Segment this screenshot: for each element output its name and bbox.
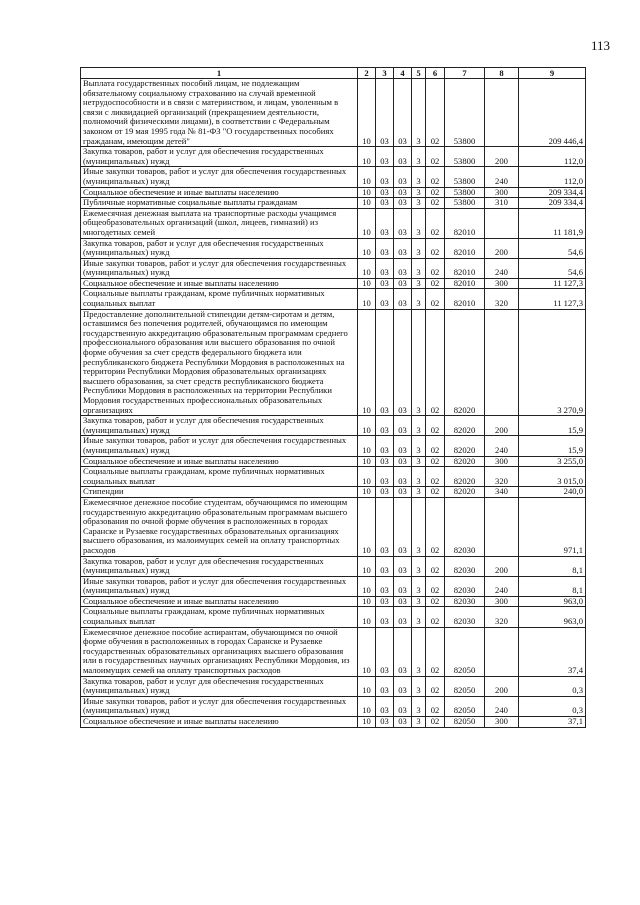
table-row bbox=[81, 627, 586, 676]
subsection-code-cell: 03 bbox=[376, 607, 394, 627]
subprogram-code-cell: 3 bbox=[412, 289, 426, 309]
row-name-cell: Иные закупки товаров, работ и услуг для обеспечения государственных (муниципальных) нужд bbox=[81, 167, 358, 187]
amount-cell: 3 255,0 bbox=[519, 456, 586, 467]
subprogram-code-cell: 3 bbox=[412, 258, 426, 278]
row-name-cell: Закупка товаров, работ и услуг для обеспечения государственных (муниципальных) нужд bbox=[81, 147, 358, 167]
table-row bbox=[81, 278, 586, 289]
expense-type-code-cell bbox=[485, 497, 519, 556]
program-code-cell: 03 bbox=[394, 717, 412, 728]
program-code-cell: 03 bbox=[394, 487, 412, 498]
subprogram-code-cell: 3 bbox=[412, 187, 426, 198]
amount-cell: 3 015,0 bbox=[519, 467, 586, 487]
table-header-row bbox=[81, 68, 586, 79]
event-code-cell: 02 bbox=[426, 627, 445, 676]
subprogram-code-cell: 3 bbox=[412, 278, 426, 289]
header-cell: 8 bbox=[485, 68, 519, 79]
program-code-cell: 03 bbox=[394, 456, 412, 467]
row-name-cell: Стипендии bbox=[81, 487, 358, 498]
row-name-cell: Социальное обеспечение и иные выплаты населению bbox=[81, 187, 358, 198]
row-name-cell: Ежемесячное денежное пособие аспирантам, обучающимся по очной форме обучения в расположенных в городах Саранске и Рузаевке государственных образовательных организациях высшего образования или в государственных научных организациях Республики Мордовия, из малоимущих семей на оплату транспортных расходов bbox=[81, 627, 358, 676]
program-code-cell: 03 bbox=[394, 278, 412, 289]
budget-table bbox=[80, 67, 586, 728]
direction-code-cell: 82030 bbox=[445, 497, 485, 556]
expense-type-code-cell: 200 bbox=[485, 147, 519, 167]
expense-type-code-cell: 240 bbox=[485, 696, 519, 716]
section-code-cell: 10 bbox=[358, 467, 376, 487]
row-name-cell: Социальные выплаты гражданам, кроме публичных нормативных социальных выплат bbox=[81, 607, 358, 627]
table-row bbox=[81, 208, 586, 238]
expense-type-code-cell: 200 bbox=[485, 676, 519, 696]
table-row bbox=[81, 309, 586, 416]
subsection-code-cell: 03 bbox=[376, 258, 394, 278]
program-code-cell: 03 bbox=[394, 696, 412, 716]
direction-code-cell: 82030 bbox=[445, 607, 485, 627]
section-code-cell: 10 bbox=[358, 198, 376, 209]
table-row bbox=[81, 676, 586, 696]
event-code-cell: 02 bbox=[426, 416, 445, 436]
expense-type-code-cell: 300 bbox=[485, 278, 519, 289]
section-code-cell: 10 bbox=[358, 258, 376, 278]
event-code-cell: 02 bbox=[426, 576, 445, 596]
subsection-code-cell: 03 bbox=[376, 187, 394, 198]
event-code-cell: 02 bbox=[426, 596, 445, 607]
amount-cell: 8,1 bbox=[519, 556, 586, 576]
program-code-cell: 03 bbox=[394, 147, 412, 167]
amount-cell: 15,9 bbox=[519, 416, 586, 436]
program-code-cell: 03 bbox=[394, 187, 412, 198]
program-code-cell: 03 bbox=[394, 676, 412, 696]
subprogram-code-cell: 3 bbox=[412, 198, 426, 209]
amount-cell: 971,1 bbox=[519, 497, 586, 556]
subsection-code-cell: 03 bbox=[376, 278, 394, 289]
event-code-cell: 02 bbox=[426, 79, 445, 147]
subsection-code-cell: 03 bbox=[376, 596, 394, 607]
program-code-cell: 03 bbox=[394, 436, 412, 456]
event-code-cell: 02 bbox=[426, 456, 445, 467]
table-row bbox=[81, 607, 586, 627]
event-code-cell: 02 bbox=[426, 309, 445, 416]
direction-code-cell: 82020 bbox=[445, 467, 485, 487]
expense-type-code-cell: 200 bbox=[485, 556, 519, 576]
expense-type-code-cell: 200 bbox=[485, 238, 519, 258]
section-code-cell: 10 bbox=[358, 497, 376, 556]
page-number: 113 bbox=[590, 38, 610, 53]
subprogram-code-cell: 3 bbox=[412, 576, 426, 596]
amount-cell: 11 127,3 bbox=[519, 289, 586, 309]
subprogram-code-cell: 3 bbox=[412, 696, 426, 716]
subprogram-code-cell: 3 bbox=[412, 676, 426, 696]
expense-type-code-cell: 300 bbox=[485, 717, 519, 728]
direction-code-cell: 53800 bbox=[445, 79, 485, 147]
subprogram-code-cell: 3 bbox=[412, 167, 426, 187]
amount-cell: 112,0 bbox=[519, 167, 586, 187]
table-row bbox=[81, 187, 586, 198]
row-name-cell: Социальное обеспечение и иные выплаты населению bbox=[81, 596, 358, 607]
row-name-cell: Закупка товаров, работ и услуг для обеспечения государственных (муниципальных) нужд bbox=[81, 416, 358, 436]
table-row bbox=[81, 238, 586, 258]
event-code-cell: 02 bbox=[426, 187, 445, 198]
subsection-code-cell: 03 bbox=[376, 497, 394, 556]
expense-type-code-cell bbox=[485, 79, 519, 147]
header-cell: 6 bbox=[426, 68, 445, 79]
table-row bbox=[81, 79, 586, 147]
section-code-cell: 10 bbox=[358, 147, 376, 167]
program-code-cell: 03 bbox=[394, 79, 412, 147]
subprogram-code-cell: 3 bbox=[412, 416, 426, 436]
section-code-cell: 10 bbox=[358, 596, 376, 607]
event-code-cell: 02 bbox=[426, 238, 445, 258]
expense-type-code-cell: 320 bbox=[485, 467, 519, 487]
program-code-cell: 03 bbox=[394, 576, 412, 596]
direction-code-cell: 82010 bbox=[445, 289, 485, 309]
program-code-cell: 03 bbox=[394, 627, 412, 676]
program-code-cell: 03 bbox=[394, 607, 412, 627]
direction-code-cell: 82030 bbox=[445, 556, 485, 576]
row-name-cell: Иные закупки товаров, работ и услуг для обеспечения государственных (муниципальных) нужд bbox=[81, 258, 358, 278]
subsection-code-cell: 03 bbox=[376, 147, 394, 167]
row-name-cell: Социальное обеспечение и иные выплаты населению bbox=[81, 278, 358, 289]
subsection-code-cell: 03 bbox=[376, 487, 394, 498]
program-code-cell: 03 bbox=[394, 497, 412, 556]
event-code-cell: 02 bbox=[426, 289, 445, 309]
table-row bbox=[81, 289, 586, 309]
section-code-cell: 10 bbox=[358, 436, 376, 456]
program-code-cell: 03 bbox=[394, 198, 412, 209]
event-code-cell: 02 bbox=[426, 556, 445, 576]
row-name-cell: Предоставление дополнительной стипендии детям-сиротам и детям, оставшимся без попечения родителей, обучающимся по имеющим государственную аккредитацию образовательным программам среднего профессионального образования или высшего образования по очной форме обучения за счет средств федерального бюджета или республиканского бюджета Республики Мордовия в расположенных на территории Республики Мордовия образовательных организациях высшего образования, за счет средств республиканского бюджета Республики Мордовия в расположенных на территории Республики Мордовия государственных профессиональных образовательных организациях bbox=[81, 309, 358, 416]
row-name-cell: Иные закупки товаров, работ и услуг для обеспечения государственных (муниципальных) нужд bbox=[81, 576, 358, 596]
table-row bbox=[81, 416, 586, 436]
row-name-cell: Иные закупки товаров, работ и услуг для обеспечения государственных (муниципальных) нужд bbox=[81, 436, 358, 456]
subsection-code-cell: 03 bbox=[376, 456, 394, 467]
program-code-cell: 03 bbox=[394, 289, 412, 309]
subsection-code-cell: 03 bbox=[376, 436, 394, 456]
row-name-cell: Выплата государственных пособий лицам, не подлежащим обязательному социальному страхованию на случай временной нетрудоспособности и в связи с материнством, и лицам, уволенным в связи с ликвидацией организаций (прекращением деятельности, полномочий физическими лицами), в соответствии с Федеральным законом от 19 мая 1995 года № 81-ФЗ "О государственных пособиях гражданам, имеющим детей" bbox=[81, 79, 358, 147]
table-row bbox=[81, 556, 586, 576]
subprogram-code-cell: 3 bbox=[412, 717, 426, 728]
table-row bbox=[81, 497, 586, 556]
subprogram-code-cell: 3 bbox=[412, 208, 426, 238]
direction-code-cell: 82010 bbox=[445, 208, 485, 238]
expense-type-code-cell: 240 bbox=[485, 167, 519, 187]
section-code-cell: 10 bbox=[358, 289, 376, 309]
expense-type-code-cell: 240 bbox=[485, 436, 519, 456]
program-code-cell: 03 bbox=[394, 208, 412, 238]
event-code-cell: 02 bbox=[426, 497, 445, 556]
section-code-cell: 10 bbox=[358, 309, 376, 416]
subsection-code-cell: 03 bbox=[376, 717, 394, 728]
event-code-cell: 02 bbox=[426, 198, 445, 209]
amount-cell: 963,0 bbox=[519, 607, 586, 627]
program-code-cell: 03 bbox=[394, 238, 412, 258]
expense-type-code-cell bbox=[485, 208, 519, 238]
header-cell: 2 bbox=[358, 68, 376, 79]
amount-cell: 209 446,4 bbox=[519, 79, 586, 147]
table-row bbox=[81, 576, 586, 596]
program-code-cell: 03 bbox=[394, 416, 412, 436]
table-row bbox=[81, 456, 586, 467]
direction-code-cell: 82020 bbox=[445, 416, 485, 436]
subprogram-code-cell: 3 bbox=[412, 238, 426, 258]
direction-code-cell: 82030 bbox=[445, 596, 485, 607]
amount-cell: 963,0 bbox=[519, 596, 586, 607]
amount-cell: 3 270,9 bbox=[519, 309, 586, 416]
row-name-cell: Публичные нормативные социальные выплаты гражданам bbox=[81, 198, 358, 209]
subprogram-code-cell: 3 bbox=[412, 607, 426, 627]
section-code-cell: 10 bbox=[358, 676, 376, 696]
section-code-cell: 10 bbox=[358, 167, 376, 187]
event-code-cell: 02 bbox=[426, 607, 445, 627]
direction-code-cell: 82010 bbox=[445, 258, 485, 278]
direction-code-cell: 82050 bbox=[445, 717, 485, 728]
subsection-code-cell: 03 bbox=[376, 467, 394, 487]
expense-type-code-cell bbox=[485, 309, 519, 416]
event-code-cell: 02 bbox=[426, 717, 445, 728]
amount-cell: 37,4 bbox=[519, 627, 586, 676]
event-code-cell: 02 bbox=[426, 696, 445, 716]
subprogram-code-cell: 3 bbox=[412, 456, 426, 467]
expense-type-code-cell: 300 bbox=[485, 596, 519, 607]
section-code-cell: 10 bbox=[358, 187, 376, 198]
expense-type-code-cell bbox=[485, 627, 519, 676]
subsection-code-cell: 03 bbox=[376, 198, 394, 209]
expense-type-code-cell: 300 bbox=[485, 456, 519, 467]
program-code-cell: 03 bbox=[394, 309, 412, 416]
table-row bbox=[81, 258, 586, 278]
subsection-code-cell: 03 bbox=[376, 238, 394, 258]
direction-code-cell: 82010 bbox=[445, 278, 485, 289]
expense-type-code-cell: 320 bbox=[485, 289, 519, 309]
row-name-cell: Социальное обеспечение и иные выплаты населению bbox=[81, 456, 358, 467]
row-name-cell: Социальные выплаты гражданам, кроме публичных нормативных социальных выплат bbox=[81, 467, 358, 487]
direction-code-cell: 82010 bbox=[445, 238, 485, 258]
direction-code-cell: 82020 bbox=[445, 456, 485, 467]
subsection-code-cell: 03 bbox=[376, 556, 394, 576]
header-cell: 9 bbox=[519, 68, 586, 79]
section-code-cell: 10 bbox=[358, 79, 376, 147]
header-cell: 1 bbox=[81, 68, 358, 79]
amount-cell: 240,0 bbox=[519, 487, 586, 498]
direction-code-cell: 82050 bbox=[445, 627, 485, 676]
table-row bbox=[81, 487, 586, 498]
section-code-cell: 10 bbox=[358, 487, 376, 498]
section-code-cell: 10 bbox=[358, 278, 376, 289]
header-cell: 4 bbox=[394, 68, 412, 79]
subprogram-code-cell: 3 bbox=[412, 309, 426, 416]
program-code-cell: 03 bbox=[394, 556, 412, 576]
subprogram-code-cell: 3 bbox=[412, 467, 426, 487]
event-code-cell: 02 bbox=[426, 487, 445, 498]
row-name-cell: Закупка товаров, работ и услуг для обеспечения государственных (муниципальных) нужд bbox=[81, 556, 358, 576]
expense-type-code-cell: 340 bbox=[485, 487, 519, 498]
amount-cell: 112,0 bbox=[519, 147, 586, 167]
table-row bbox=[81, 436, 586, 456]
subprogram-code-cell: 3 bbox=[412, 556, 426, 576]
subprogram-code-cell: 3 bbox=[412, 487, 426, 498]
amount-cell: 37,1 bbox=[519, 717, 586, 728]
subsection-code-cell: 03 bbox=[376, 208, 394, 238]
amount-cell: 15,9 bbox=[519, 436, 586, 456]
header-cell: 7 bbox=[445, 68, 485, 79]
program-code-cell: 03 bbox=[394, 596, 412, 607]
event-code-cell: 02 bbox=[426, 278, 445, 289]
event-code-cell: 02 bbox=[426, 676, 445, 696]
subprogram-code-cell: 3 bbox=[412, 79, 426, 147]
subprogram-code-cell: 3 bbox=[412, 436, 426, 456]
row-name-cell: Закупка товаров, работ и услуг для обеспечения государственных (муниципальных) нужд bbox=[81, 238, 358, 258]
direction-code-cell: 82020 bbox=[445, 487, 485, 498]
subprogram-code-cell: 3 bbox=[412, 497, 426, 556]
section-code-cell: 10 bbox=[358, 696, 376, 716]
subsection-code-cell: 03 bbox=[376, 676, 394, 696]
table-row bbox=[81, 198, 586, 209]
event-code-cell: 02 bbox=[426, 467, 445, 487]
direction-code-cell: 82050 bbox=[445, 676, 485, 696]
direction-code-cell: 53800 bbox=[445, 147, 485, 167]
section-code-cell: 10 bbox=[358, 717, 376, 728]
table-row bbox=[81, 696, 586, 716]
expense-type-code-cell: 240 bbox=[485, 576, 519, 596]
program-code-cell: 03 bbox=[394, 258, 412, 278]
subsection-code-cell: 03 bbox=[376, 576, 394, 596]
subsection-code-cell: 03 bbox=[376, 289, 394, 309]
expense-type-code-cell: 200 bbox=[485, 416, 519, 436]
section-code-cell: 10 bbox=[358, 607, 376, 627]
amount-cell: 11 181,9 bbox=[519, 208, 586, 238]
event-code-cell: 02 bbox=[426, 258, 445, 278]
direction-code-cell: 82050 bbox=[445, 696, 485, 716]
section-code-cell: 10 bbox=[358, 238, 376, 258]
event-code-cell: 02 bbox=[426, 167, 445, 187]
row-name-cell: Закупка товаров, работ и услуг для обеспечения государственных (муниципальных) нужд bbox=[81, 676, 358, 696]
subsection-code-cell: 03 bbox=[376, 627, 394, 676]
amount-cell: 209 334,4 bbox=[519, 198, 586, 209]
row-name-cell: Ежемесячная денежная выплата на транспортные расходы учащимся общеобразовательных организаций (школ, лицеев, гимназий) из многодетных семей bbox=[81, 208, 358, 238]
direction-code-cell: 82020 bbox=[445, 436, 485, 456]
event-code-cell: 02 bbox=[426, 147, 445, 167]
table-row bbox=[81, 167, 586, 187]
section-code-cell: 10 bbox=[358, 576, 376, 596]
amount-cell: 0,3 bbox=[519, 696, 586, 716]
row-name-cell: Иные закупки товаров, работ и услуг для обеспечения государственных (муниципальных) нужд bbox=[81, 696, 358, 716]
section-code-cell: 10 bbox=[358, 456, 376, 467]
subprogram-code-cell: 3 bbox=[412, 147, 426, 167]
section-code-cell: 10 bbox=[358, 208, 376, 238]
row-name-cell: Социальное обеспечение и иные выплаты населению bbox=[81, 717, 358, 728]
row-name-cell: Социальные выплаты гражданам, кроме публичных нормативных социальных выплат bbox=[81, 289, 358, 309]
expense-type-code-cell: 240 bbox=[485, 258, 519, 278]
subsection-code-cell: 03 bbox=[376, 167, 394, 187]
table-row bbox=[81, 596, 586, 607]
subsection-code-cell: 03 bbox=[376, 79, 394, 147]
table-row bbox=[81, 717, 586, 728]
direction-code-cell: 82030 bbox=[445, 576, 485, 596]
amount-cell: 0,3 bbox=[519, 676, 586, 696]
row-name-cell: Ежемесячное денежное пособие студентам, обучающимся по имеющим государственную аккредитацию образовательным программам высшего образования по очной форме обучения в расположенных в городах Саранске и Рузаевке государственных образовательных организациях высшего образования, из малоимущих семей на оплату транспортных расходов bbox=[81, 497, 358, 556]
direction-code-cell: 53800 bbox=[445, 198, 485, 209]
table-row bbox=[81, 147, 586, 167]
expense-type-code-cell: 300 bbox=[485, 187, 519, 198]
event-code-cell: 02 bbox=[426, 208, 445, 238]
subprogram-code-cell: 3 bbox=[412, 627, 426, 676]
header-cell: 5 bbox=[412, 68, 426, 79]
expense-type-code-cell: 310 bbox=[485, 198, 519, 209]
expense-type-code-cell: 320 bbox=[485, 607, 519, 627]
direction-code-cell: 53800 bbox=[445, 167, 485, 187]
table-body bbox=[81, 79, 586, 728]
amount-cell: 209 334,4 bbox=[519, 187, 586, 198]
subsection-code-cell: 03 bbox=[376, 309, 394, 416]
section-code-cell: 10 bbox=[358, 627, 376, 676]
header-cell: 3 bbox=[376, 68, 394, 79]
event-code-cell: 02 bbox=[426, 436, 445, 456]
subprogram-code-cell: 3 bbox=[412, 596, 426, 607]
direction-code-cell: 53800 bbox=[445, 187, 485, 198]
section-code-cell: 10 bbox=[358, 556, 376, 576]
subsection-code-cell: 03 bbox=[376, 696, 394, 716]
amount-cell: 54,6 bbox=[519, 258, 586, 278]
amount-cell: 11 127,3 bbox=[519, 278, 586, 289]
program-code-cell: 03 bbox=[394, 467, 412, 487]
program-code-cell: 03 bbox=[394, 167, 412, 187]
section-code-cell: 10 bbox=[358, 416, 376, 436]
amount-cell: 8,1 bbox=[519, 576, 586, 596]
amount-cell: 54,6 bbox=[519, 238, 586, 258]
table-row bbox=[81, 467, 586, 487]
subsection-code-cell: 03 bbox=[376, 416, 394, 436]
direction-code-cell: 82020 bbox=[445, 309, 485, 416]
